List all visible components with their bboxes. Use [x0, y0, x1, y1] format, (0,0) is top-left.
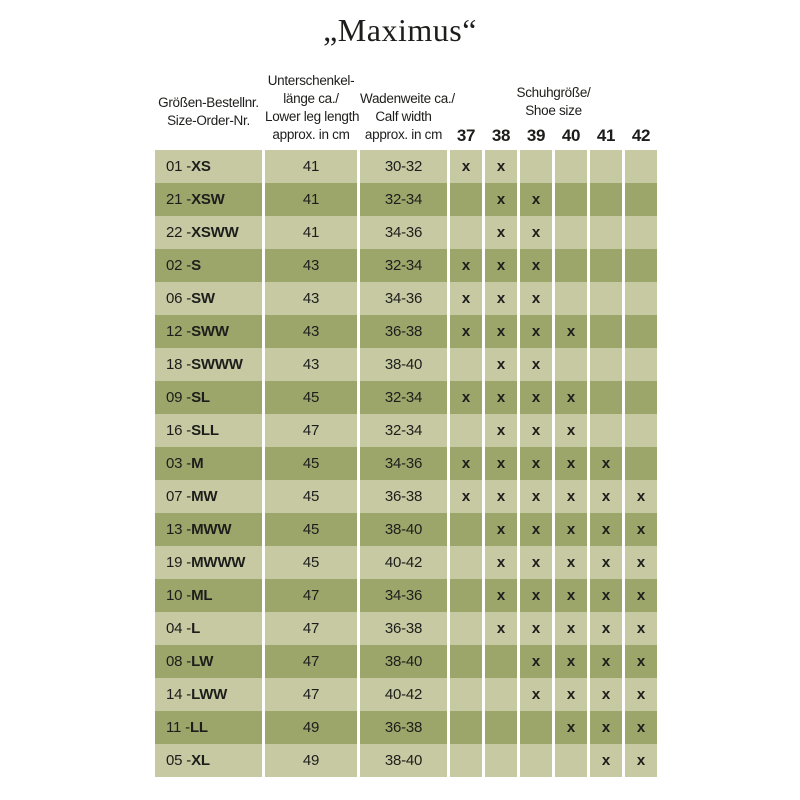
shoe-size-mark-empty	[590, 381, 622, 414]
leg-length-value: 47	[265, 612, 357, 645]
shoe-size-mark-empty	[450, 216, 482, 249]
col-header-calf-line-2: Calf width	[375, 109, 432, 124]
leg-length-value: 49	[265, 711, 357, 744]
shoe-size-mark-empty	[625, 183, 657, 216]
shoe-size-mark-empty	[450, 612, 482, 645]
shoe-size-mark: x	[555, 513, 587, 546]
order-number: 04 -	[166, 620, 192, 637]
shoe-size-mark: x	[450, 315, 482, 348]
table-header	[155, 62, 657, 147]
size-code: SLL	[191, 422, 219, 439]
size-code: SWW	[191, 323, 229, 340]
shoe-size-mark-empty	[625, 414, 657, 447]
shoe-size-mark: x	[450, 150, 482, 183]
order-number: 02 -	[166, 257, 192, 274]
col-header-order-line-de: Größen-Bestellnr.	[158, 95, 259, 110]
shoe-size-mark: x	[590, 711, 622, 744]
leg-length-value: 43	[265, 315, 357, 348]
shoe-size-mark: x	[590, 744, 622, 777]
size-table	[155, 62, 657, 777]
size-table-body	[155, 150, 657, 777]
shoe-size-mark: x	[555, 579, 587, 612]
order-number: 10 -	[166, 587, 192, 604]
order-number: 14 -	[166, 686, 192, 703]
shoe-size-mark: x	[590, 645, 622, 678]
order-number: 12 -	[166, 323, 192, 340]
leg-length-value: 43	[265, 348, 357, 381]
row-size-label	[155, 711, 262, 744]
shoe-size-mark: x	[625, 711, 657, 744]
shoe-size-mark-empty	[590, 315, 622, 348]
shoe-size-mark: x	[485, 348, 517, 381]
shoe-size-mark-empty	[450, 711, 482, 744]
col-header-calf-line-1: Wadenweite ca./	[360, 91, 455, 106]
shoe-size-mark: x	[485, 612, 517, 645]
order-number: 18 -	[166, 356, 192, 373]
shoe-size-mark-empty	[590, 348, 622, 381]
calf-width-value: 36-38	[360, 612, 447, 645]
calf-width-value: 40-42	[360, 546, 447, 579]
shoe-size-mark: x	[520, 381, 552, 414]
shoe-size-mark: x	[450, 447, 482, 480]
shoe-size-mark: x	[450, 480, 482, 513]
leg-length-value: 43	[265, 249, 357, 282]
order-number: 08 -	[166, 653, 192, 670]
col-header-calf-line-3: approx. in cm	[364, 127, 443, 142]
leg-length-value: 41	[265, 150, 357, 183]
calf-width-value: 40-42	[360, 678, 447, 711]
shoe-size-mark: x	[555, 678, 587, 711]
shoe-size-label-en: Shoe size	[525, 103, 582, 118]
shoe-size-mark: x	[555, 612, 587, 645]
col-header-shoe-size	[450, 84, 657, 147]
shoe-size-39: 39	[526, 126, 546, 145]
shoe-size-mark-empty	[625, 315, 657, 348]
row-size-label	[155, 513, 262, 546]
shoe-size-37: 37	[456, 126, 476, 145]
shoe-size-mark: x	[590, 513, 622, 546]
row-size-label	[155, 348, 262, 381]
shoe-size-mark: x	[485, 546, 517, 579]
size-code: XSWW	[191, 224, 239, 241]
shoe-size-mark: x	[590, 678, 622, 711]
shoe-size-mark: x	[625, 612, 657, 645]
shoe-size-mark-empty	[625, 150, 657, 183]
shoe-size-mark: x	[485, 183, 517, 216]
shoe-size-mark: x	[520, 249, 552, 282]
shoe-size-mark-empty	[590, 183, 622, 216]
shoe-size-mark: x	[625, 744, 657, 777]
col-header-leg-length	[265, 72, 360, 147]
calf-width-value: 36-38	[360, 315, 447, 348]
shoe-size-mark: x	[625, 546, 657, 579]
shoe-size-mark: x	[590, 546, 622, 579]
size-code: XS	[191, 158, 211, 175]
size-code: MWW	[191, 521, 232, 538]
shoe-size-42: 42	[631, 126, 651, 145]
calf-width-value: 30-32	[360, 150, 447, 183]
shoe-size-mark-empty	[555, 282, 587, 315]
order-number: 03 -	[166, 455, 192, 472]
shoe-size-mark-empty	[450, 678, 482, 711]
row-size-label	[155, 579, 262, 612]
shoe-size-mark-empty	[625, 249, 657, 282]
col-header-leg-line-4: approx. in cm	[272, 127, 350, 142]
row-size-label	[155, 447, 262, 480]
leg-length-value: 45	[265, 381, 357, 414]
size-code: M	[191, 455, 204, 472]
shoe-size-mark-empty	[590, 414, 622, 447]
shoe-size-mark: x	[485, 381, 517, 414]
shoe-size-mark: x	[450, 282, 482, 315]
calf-width-value: 34-36	[360, 447, 447, 480]
shoe-size-mark-empty	[555, 744, 587, 777]
leg-length-value: 47	[265, 414, 357, 447]
row-size-label	[155, 249, 262, 282]
col-header-leg-line-1: Unterschenkel-	[267, 73, 355, 88]
shoe-size-mark-empty	[450, 744, 482, 777]
shoe-size-38: 38	[491, 126, 511, 145]
page-title: „Maximus“	[323, 12, 477, 48]
row-size-label	[155, 150, 262, 183]
shoe-size-mark-empty	[555, 216, 587, 249]
shoe-size-mark: x	[625, 645, 657, 678]
order-number: 11 -	[166, 719, 190, 736]
leg-length-value: 45	[265, 447, 357, 480]
calf-width-value: 32-34	[360, 414, 447, 447]
calf-width-value: 32-34	[360, 183, 447, 216]
shoe-size-mark: x	[625, 579, 657, 612]
shoe-size-mark-empty	[625, 216, 657, 249]
shoe-size-mark-empty	[485, 645, 517, 678]
order-number: 09 -	[166, 389, 192, 406]
shoe-size-mark-empty	[555, 150, 587, 183]
shoe-size-mark: x	[520, 315, 552, 348]
shoe-size-mark: x	[625, 513, 657, 546]
order-number: 05 -	[166, 752, 192, 769]
shoe-size-mark: x	[555, 645, 587, 678]
order-number: 22 -	[166, 224, 192, 241]
shoe-size-mark-empty	[590, 249, 622, 282]
shoe-size-mark-empty	[485, 711, 517, 744]
shoe-size-mark-empty	[520, 744, 552, 777]
shoe-size-mark-empty	[590, 216, 622, 249]
shoe-size-mark: x	[520, 480, 552, 513]
calf-width-value: 38-40	[360, 348, 447, 381]
leg-length-value: 49	[265, 744, 357, 777]
size-code: SW	[191, 290, 215, 307]
leg-length-value: 47	[265, 579, 357, 612]
size-code: MW	[191, 488, 218, 505]
calf-width-value: 34-36	[360, 282, 447, 315]
shoe-size-mark: x	[590, 612, 622, 645]
calf-width-value: 38-40	[360, 744, 447, 777]
leg-length-value: 43	[265, 282, 357, 315]
leg-length-value: 47	[265, 678, 357, 711]
size-code: MWWW	[191, 554, 246, 571]
shoe-size-mark-empty	[625, 381, 657, 414]
shoe-size-group-label	[450, 84, 657, 120]
shoe-size-mark: x	[520, 414, 552, 447]
shoe-size-mark-empty	[450, 513, 482, 546]
row-size-label	[155, 612, 262, 645]
shoe-size-mark-empty	[590, 282, 622, 315]
shoe-size-mark: x	[555, 480, 587, 513]
order-number: 06 -	[166, 290, 192, 307]
shoe-size-mark: x	[485, 414, 517, 447]
shoe-size-mark: x	[485, 579, 517, 612]
shoe-size-mark: x	[555, 381, 587, 414]
shoe-size-mark: x	[520, 546, 552, 579]
shoe-size-mark-empty	[625, 282, 657, 315]
shoe-size-mark: x	[520, 645, 552, 678]
shoe-size-mark: x	[590, 480, 622, 513]
shoe-size-mark: x	[485, 216, 517, 249]
size-code: LL	[189, 719, 208, 736]
shoe-size-mark: x	[520, 282, 552, 315]
shoe-size-40: 40	[561, 126, 581, 145]
shoe-size-mark: x	[485, 282, 517, 315]
row-size-label	[155, 744, 262, 777]
shoe-size-mark: x	[520, 678, 552, 711]
shoe-size-mark-empty	[625, 447, 657, 480]
shoe-size-mark-empty	[555, 183, 587, 216]
row-size-label	[155, 546, 262, 579]
calf-width-value: 38-40	[360, 513, 447, 546]
shoe-size-mark-empty	[485, 744, 517, 777]
shoe-size-mark: x	[590, 447, 622, 480]
shoe-size-mark-empty	[555, 348, 587, 381]
size-code: XL	[191, 752, 210, 769]
shoe-size-mark: x	[555, 546, 587, 579]
shoe-size-mark-empty	[450, 645, 482, 678]
shoe-size-mark-empty	[625, 348, 657, 381]
size-code: SL	[191, 389, 210, 406]
col-header-leg-line-3: Lower leg length	[265, 109, 360, 124]
row-size-label	[155, 414, 262, 447]
col-header-leg-line-2: länge ca./	[283, 91, 339, 106]
shoe-size-mark: x	[555, 315, 587, 348]
col-header-order-line-en: Size-Order-Nr.	[167, 113, 250, 128]
order-number: 07 -	[166, 488, 192, 505]
order-number: 21 -	[166, 191, 192, 208]
shoe-size-mark: x	[625, 678, 657, 711]
shoe-size-mark-empty	[450, 183, 482, 216]
shoe-size-mark: x	[590, 579, 622, 612]
shoe-size-mark-empty	[450, 348, 482, 381]
shoe-size-mark: x	[520, 579, 552, 612]
shoe-size-mark: x	[450, 381, 482, 414]
size-code: SWWW	[191, 356, 243, 373]
calf-width-value: 34-36	[360, 579, 447, 612]
order-number: 16 -	[166, 422, 192, 439]
shoe-size-mark-empty	[520, 711, 552, 744]
row-size-label	[155, 216, 262, 249]
shoe-size-mark-empty	[590, 150, 622, 183]
calf-width-value: 36-38	[360, 711, 447, 744]
leg-length-value: 41	[265, 216, 357, 249]
shoe-size-mark: x	[485, 249, 517, 282]
shoe-size-mark: x	[520, 612, 552, 645]
shoe-size-mark: x	[555, 447, 587, 480]
order-number: 19 -	[166, 554, 192, 571]
calf-width-value: 32-34	[360, 381, 447, 414]
shoe-size-mark: x	[520, 447, 552, 480]
leg-length-value: 45	[265, 480, 357, 513]
order-number: 13 -	[166, 521, 192, 538]
shoe-size-mark: x	[485, 447, 517, 480]
leg-length-value: 41	[265, 183, 357, 216]
shoe-size-mark: x	[485, 315, 517, 348]
shoe-size-mark-empty	[450, 579, 482, 612]
calf-width-value: 32-34	[360, 249, 447, 282]
shoe-size-mark: x	[485, 150, 517, 183]
shoe-size-mark: x	[520, 513, 552, 546]
shoe-size-mark-empty	[450, 546, 482, 579]
leg-length-value: 45	[265, 546, 357, 579]
shoe-size-mark: x	[485, 513, 517, 546]
size-code: ML	[191, 587, 213, 604]
row-size-label	[155, 645, 262, 678]
size-code: LW	[191, 653, 214, 670]
row-size-label	[155, 381, 262, 414]
shoe-size-mark-empty	[450, 414, 482, 447]
col-header-calf-width	[360, 90, 455, 147]
shoe-size-mark-empty	[555, 249, 587, 282]
size-code: L	[191, 620, 201, 637]
leg-length-value: 47	[265, 645, 357, 678]
calf-width-value: 34-36	[360, 216, 447, 249]
row-size-label	[155, 480, 262, 513]
shoe-size-mark: x	[555, 414, 587, 447]
shoe-size-label-de: Schuhgröße/	[516, 85, 591, 100]
calf-width-value: 38-40	[360, 645, 447, 678]
order-number: 01 -	[166, 158, 192, 175]
row-size-label	[155, 315, 262, 348]
shoe-size-mark: x	[520, 216, 552, 249]
leg-length-value: 45	[265, 513, 357, 546]
shoe-size-mark: x	[555, 711, 587, 744]
shoe-size-mark-empty	[520, 150, 552, 183]
size-code: S	[191, 257, 201, 274]
size-code: LWW	[191, 686, 228, 703]
row-size-label	[155, 678, 262, 711]
shoe-size-41: 41	[596, 126, 616, 145]
shoe-size-mark: x	[625, 480, 657, 513]
shoe-size-numbers	[450, 127, 657, 145]
shoe-size-mark: x	[450, 249, 482, 282]
size-code: XSW	[191, 191, 225, 208]
shoe-size-mark: x	[520, 183, 552, 216]
calf-width-value: 36-38	[360, 480, 447, 513]
row-size-label	[155, 282, 262, 315]
row-size-label	[155, 183, 262, 216]
shoe-size-mark-empty	[485, 678, 517, 711]
col-header-order	[155, 94, 262, 147]
shoe-size-mark: x	[520, 348, 552, 381]
shoe-size-mark: x	[485, 480, 517, 513]
